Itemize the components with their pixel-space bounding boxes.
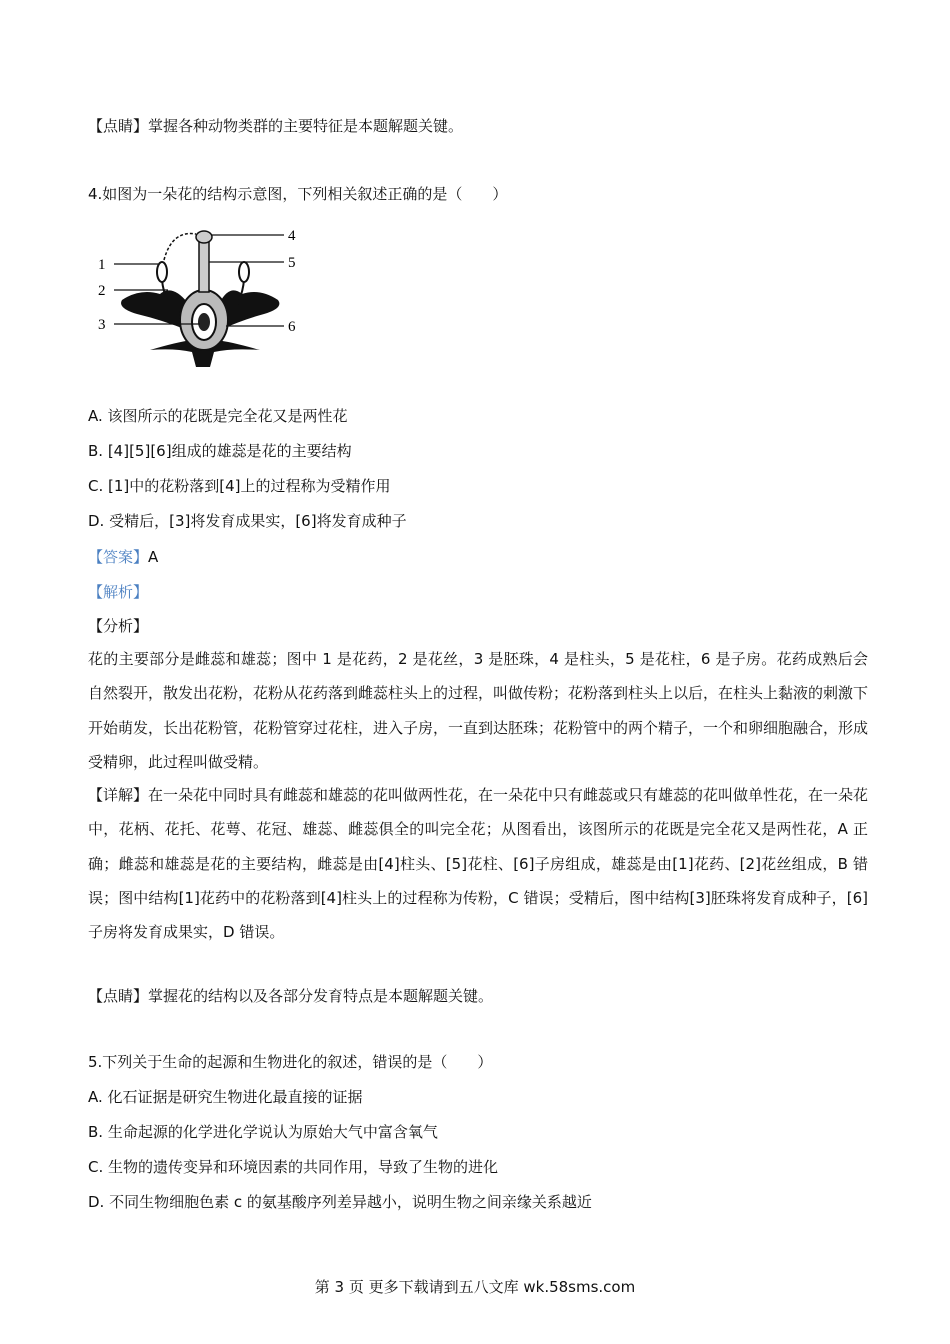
q3-tip: 【点睛】掌握各种动物类群的主要特征是本题解题关键。 <box>88 117 464 135</box>
q4-option-b: B. [4][5][6]组成的雄蕊是花的主要结构 <box>88 442 352 460</box>
q5-option-d: D. 不同生物细胞色素 c 的氨基酸序列差异越小，说明生物之间亲缘关系越近 <box>88 1193 592 1211</box>
jiexi-tag: 【解析】 <box>88 583 149 601</box>
q5-option-a: A. 化石证据是研究生物进化最直接的证据 <box>88 1088 363 1106</box>
xiangjie-paragraph: 【详解】在一朵花中同时具有雌蕊和雄蕊的花叫做两性花，在一朵花中只有雌蕊或只有雄蕊的花叫做单性花，在一朵花中，花柄、花托、花萼、花冠、雄蕊、雌蕊俱全的叫完全花；从图看出，该图所示的花既是完全花又是两性花，A 正确；雌蕊和雄蕊是花的主要结构，雌蕊是由[4]柱头、[5]花柱、[6]子房组成，雄蕊是由[1]花药、[2]花丝组成，B 错误；图中结构[1]花药中的花粉落到[4]柱头上的过程称为传粉，C 错误；受精后，图中结构[3]胚珠将发育成种子，[6]子房将发育成果实，D 错误。 <box>88 786 869 942</box>
q4-option-a: A. 该图所示的花既是完全花又是两性花 <box>88 407 348 425</box>
figure-label-5: 5 <box>288 255 296 271</box>
flower-structure-figure <box>92 222 307 372</box>
q4-answer <box>88 547 158 567</box>
figure-label-2: 2 <box>98 283 106 299</box>
page-footer: 第 3 页 更多下载请到五八文库 wk.58sms.com <box>314 1278 636 1296</box>
q4-option-c: C. [1]中的花粉落到[4]上的过程称为受精作用 <box>88 477 391 495</box>
figure-label-3: 3 <box>98 317 106 333</box>
q4-option-d: D. 受精后，[3]将发育成果实，[6]将发育成种子 <box>88 512 407 530</box>
figure-label-4: 4 <box>288 228 296 244</box>
fenxi-tag: 【分析】 <box>88 617 149 635</box>
figure-label-1: 1 <box>98 257 106 273</box>
answer-value: A <box>148 548 159 566</box>
q4-stem: 4.如图为一朵花的结构示意图，下列相关叙述正确的是（ ） <box>88 185 508 203</box>
answer-tag: 【答案】 <box>88 548 149 566</box>
fenxi-paragraph: 花的主要部分是雌蕊和雄蕊；图中 1 是花药，2 是花丝，3 是胚珠，4 是柱头，5 是花柱，6 是子房。花药成熟后会自然裂开，散发出花粉，花粉从花药落到雌蕊柱头上的过程，叫做传粉；花粉落到柱头上以后，在柱头上黏液的刺激下开始萌发，长出花粉管，花粉管穿过花柱，进入子房，一直到达胚珠；花粉管中的两个精子，一个和卵细胞融合，形成受精卵，此过程叫做受精。 <box>88 650 869 771</box>
figure-label-6: 6 <box>288 319 296 335</box>
q5-option-b: B. 生命起源的化学进化学说认为原始大气中富含氧气 <box>88 1123 438 1141</box>
q5-stem: 5.下列关于生命的起源和生物进化的叙述，错误的是（ ） <box>88 1053 493 1071</box>
q4-tip: 【点睛】掌握花的结构以及各部分发育特点是本题解题关键。 <box>88 987 494 1005</box>
q5-option-c: C. 生物的遗传变异和环境因素的共同作用，导致了生物的进化 <box>88 1158 499 1176</box>
